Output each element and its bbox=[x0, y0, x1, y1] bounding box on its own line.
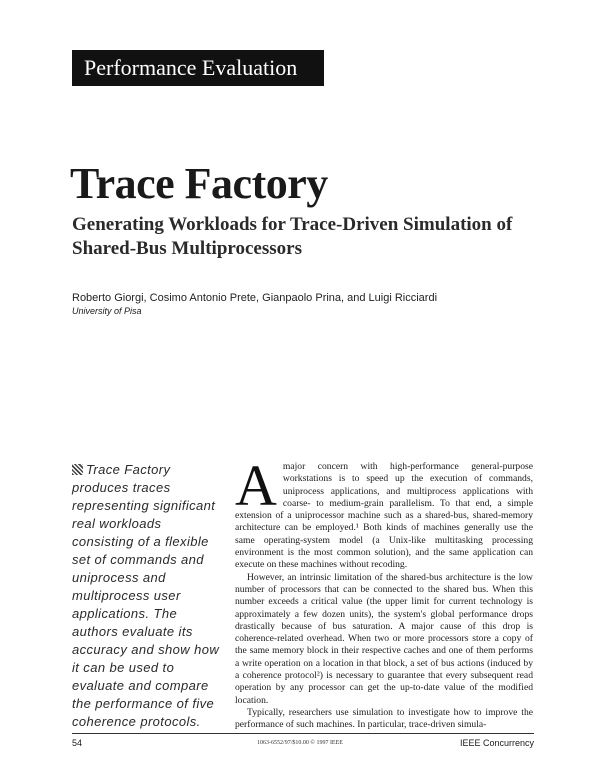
body-paragraph: Typically, researchers use simulation to investigate how to improve the performance of such machines. In particular, trace-driven simula- bbox=[235, 706, 533, 731]
paragraph-text: major concern with high-performance general-purpose workstations is to speed up the execution of commands, uniprocess applications, and multiprocess applications with coarse- to medium-grain parallelism. To that end, a simple extension of a uniprocessor machine such as a shared-bus, shared-memory architecture can be employed.¹ Both kinds of machines generally use the same operating-system model (a Unix-like multitasking processing environment is the most common solution), and the same application can execute on these machines without recoding. bbox=[235, 461, 533, 571]
article-title: Trace Factory bbox=[70, 159, 328, 208]
author-list: Roberto Giorgi, Cosimo Antonio Prete, Gianpaolo Prina, and Luigi Ricciardi bbox=[72, 292, 438, 304]
copyright-line: 1063-6552/97/$10.00 © 1997 IEEE bbox=[257, 740, 343, 746]
abstract-sidebar bbox=[72, 461, 222, 731]
footer-divider bbox=[72, 733, 534, 734]
drop-cap: A bbox=[235, 453, 277, 518]
body-paragraph: However, an intrinsic limitation of the shared-bus architecture is the low number of processors that can be connected to the shared bus. When this number exceeds a critical value (the upper limit for current technology is approximately a few dozen units), the system's global performance drops drastically because of bus saturation. A major cause of this drop is coherence-related overhead. When two or more processors store a copy of the same memory block in their respective caches and one of them performs a write operation on a location in that block, a set of bus actions (induced by a coherence protocol²) is necessary to guarantee that every subsequent read operation by any processor can get the up-to-date value of the modified location. bbox=[235, 571, 533, 706]
page-number: 54 bbox=[72, 738, 83, 748]
abstract-text: Trace Factory produces traces representing significant real workloads consisting of a flexible set of commands and uniprocess and multiprocess user applications. The authors evaluate its accuracy and show how it can be used to evaluate and compare the performance of five coherence protocols. bbox=[72, 462, 220, 729]
abstract-marker-icon bbox=[72, 464, 83, 475]
body-text-column bbox=[235, 453, 533, 732]
body-paragraph bbox=[235, 453, 533, 572]
journal-name: IEEE Concurrency bbox=[459, 738, 534, 748]
section-label: Performance Evaluation bbox=[84, 55, 298, 80]
author-affiliation: University of Pisa bbox=[72, 306, 142, 316]
article-subtitle: Generating Workloads for Trace-Driven Simulation of Shared-Bus Multiprocessors bbox=[72, 214, 513, 259]
section-banner bbox=[72, 50, 324, 86]
